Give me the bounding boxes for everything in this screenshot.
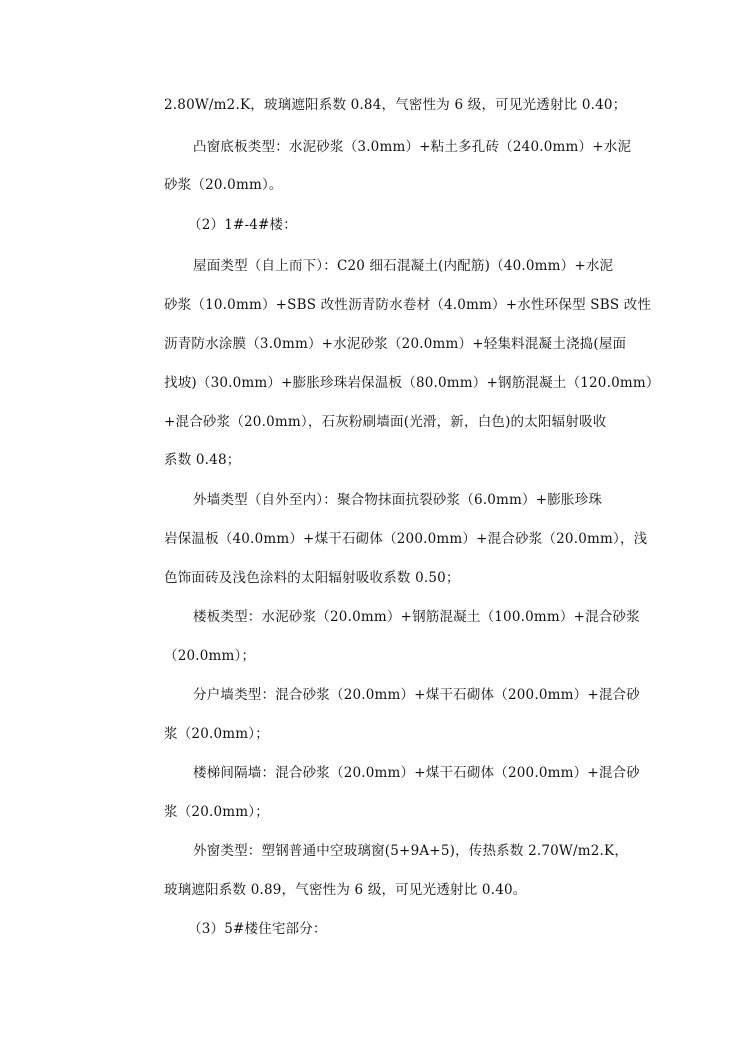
line-bay-window-floor-cont: 砂浆（20.0mm）。 [164,177,283,193]
line-roof-type-cont-5: 系数 0.48； [164,452,241,468]
line-stairwell-wall: 楼梯间隔墙：混合砂浆（20.0mm）+煤干石砌体（200.0mm）+混合砂 [193,765,640,781]
section-heading-building-5: （3）5#楼住宅部分： [188,921,327,937]
line-exterior-wall-cont-2: 色饰面砖及浅色涂料的太阳辐射吸收系数 0.50； [164,570,460,586]
line-roof-type-cont-4: +混合砂浆（20.0mm），石灰粉刷墙面(光滑，新，白色)的太阳辐射吸收 [164,414,607,430]
line-exterior-window: 外窗类型：塑钢普通中空玻璃窗(5+9A+5)，传热系数 2.70W/m2.K， [193,843,629,859]
line-roof-type-cont-2: 沥青防水涂膜（3.0mm）+水泥砂浆（20.0mm）+轻集料混凝土浇捣(屋面 [164,336,627,352]
line-bay-window-floor: 凸窗底板类型：水泥砂浆（3.0mm）+粘土多孔砖（240.0mm）+水泥 [193,139,632,155]
line-floor-slab: 楼板类型：水泥砂浆（20.0mm）+钢筋混凝土（100.0mm）+混合砂浆 [193,609,640,625]
line-roof-type-cont-3: 找坡)（30.0mm）+膨胀珍珠岩保温板（80.0mm）+钢筋混凝土（120.0mm） [164,375,660,391]
line-exterior-wall-cont-1: 岩保温板（40.0mm）+煤干石砌体（200.0mm）+混合砂浆（20.0mm），浅 [164,531,648,547]
line-partition-wall-cont: 浆（20.0mm）； [164,726,269,742]
line-stairwell-wall-cont: 浆（20.0mm）； [164,804,269,820]
line-floor-slab-cont: （20.0mm）； [164,648,256,664]
line-partition-wall: 分户墙类型：混合砂浆（20.0mm）+煤干石砌体（200.0mm）+混合砂 [193,687,640,703]
line-exterior-window-cont: 玻璃遮阳系数 0.89，气密性为 6 级，可见光透射比 0.40。 [164,882,527,898]
line-roof-type-cont-1: 砂浆（10.0mm）+SBS 改性沥青防水卷材（4.0mm）+水性环保型 SBS 改性 [164,297,652,313]
line-window-u-value: 2.80W/m2.K，玻璃遮阳系数 0.84，气密性为 6 级，可见光透射比 0.40； [164,97,627,113]
line-roof-type: 屋面类型（自上而下）：C20 细石混凝土(内配筋)（40.0mm）+水泥 [193,258,614,274]
section-heading-buildings-1-4: （2）1#-4#楼： [188,217,297,233]
line-exterior-wall: 外墙类型（自外至内）：聚合物抹面抗裂砂浆（6.0mm）+膨胀珍珠 [193,492,603,508]
